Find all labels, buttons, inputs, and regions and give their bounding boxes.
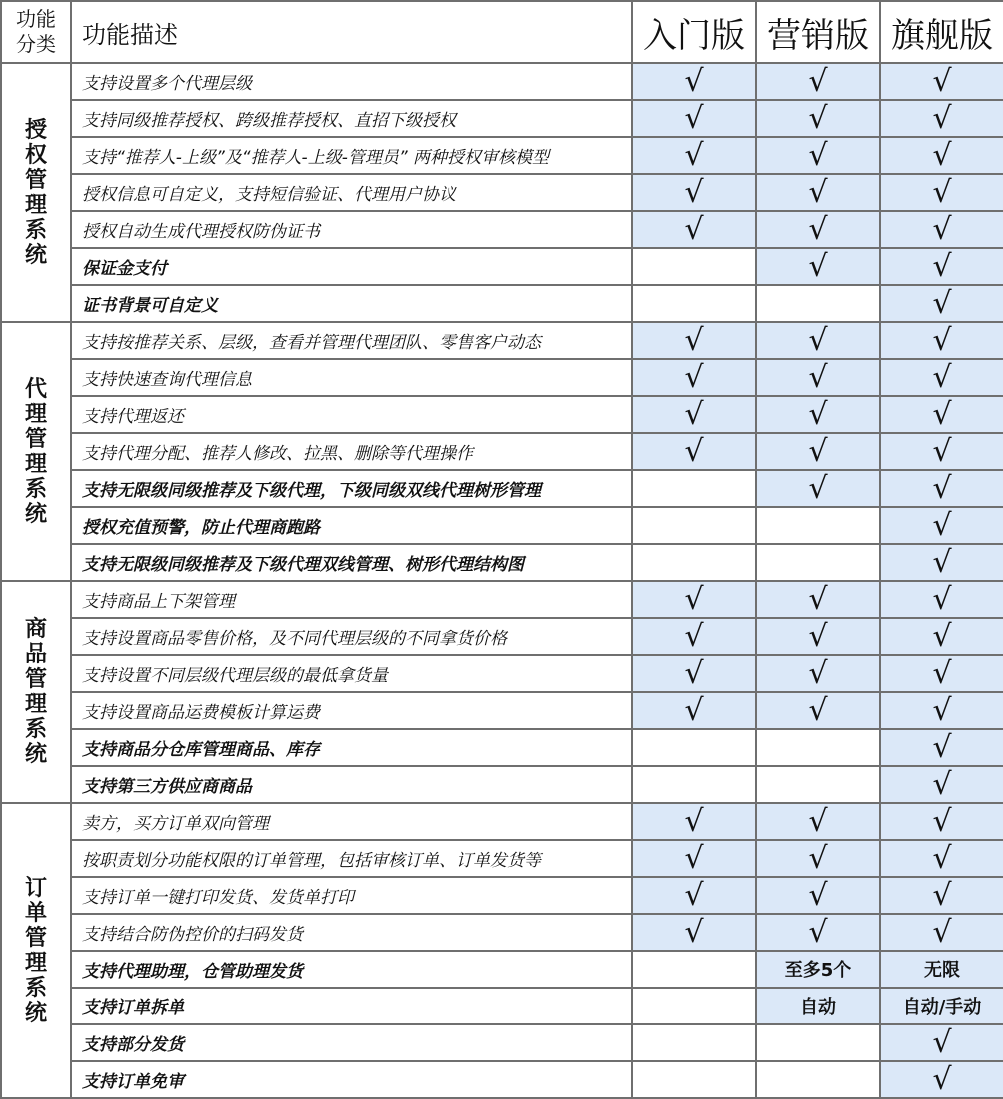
table-row	[1, 840, 1003, 877]
check-icon-flagship: √	[880, 359, 1003, 396]
check-icon-basic: √	[632, 618, 756, 655]
plan-value-basic	[632, 766, 756, 803]
feature-description: 支持商品上下架管理	[71, 581, 632, 618]
plan-value-marketing	[756, 1061, 880, 1098]
plan-value-basic	[632, 507, 756, 544]
table-row	[1, 988, 1003, 1025]
check-icon-flagship: √	[880, 248, 1003, 285]
check-icon-flagship: √	[880, 803, 1003, 840]
category-cell	[1, 63, 71, 322]
table-row	[1, 618, 1003, 655]
table-row	[1, 470, 1003, 507]
check-icon-flagship: √	[880, 692, 1003, 729]
table-row	[1, 137, 1003, 174]
feature-description: 保证金支付	[71, 248, 632, 285]
feature-description: 卖方，买方订单双向管理	[71, 803, 632, 840]
check-icon-marketing: √	[756, 322, 880, 359]
category-cell	[1, 803, 71, 1098]
check-icon-basic: √	[632, 174, 756, 211]
check-icon-basic: √	[632, 803, 756, 840]
plan-value-basic	[632, 1024, 756, 1061]
table-row	[1, 1024, 1003, 1061]
plan-value-marketing	[756, 729, 880, 766]
check-icon-flagship: √	[880, 877, 1003, 914]
check-icon-flagship: √	[880, 544, 1003, 581]
table-row	[1, 359, 1003, 396]
feature-description: 支持商品分仓库管理商品、库存	[71, 729, 632, 766]
header-plan-basic: 入门版	[632, 1, 756, 63]
check-icon-basic: √	[632, 396, 756, 433]
table-row	[1, 63, 1003, 100]
table-row	[1, 914, 1003, 951]
check-icon-marketing: √	[756, 655, 880, 692]
table-row	[1, 655, 1003, 692]
check-icon-flagship: √	[880, 766, 1003, 803]
feature-description: 证书背景可自定义	[71, 285, 632, 322]
check-icon-marketing: √	[756, 174, 880, 211]
check-icon-basic: √	[632, 581, 756, 618]
check-icon-basic: √	[632, 433, 756, 470]
check-icon-basic: √	[632, 692, 756, 729]
table-row	[1, 729, 1003, 766]
check-icon-marketing: √	[756, 211, 880, 248]
check-icon-basic: √	[632, 840, 756, 877]
check-icon-flagship: √	[880, 322, 1003, 359]
table-row	[1, 396, 1003, 433]
check-icon-marketing: √	[756, 803, 880, 840]
check-icon-flagship: √	[880, 581, 1003, 618]
header-description: 功能描述	[71, 1, 632, 63]
plan-value-marketing	[756, 1024, 880, 1061]
check-icon-marketing: √	[756, 63, 880, 100]
table-row	[1, 877, 1003, 914]
category-label: 商品管理系统	[24, 617, 47, 767]
check-icon-basic: √	[632, 914, 756, 951]
feature-description: 支持按推荐关系、层级，查看并管理代理团队、零售客户动态	[71, 322, 632, 359]
check-icon-flagship: √	[880, 63, 1003, 100]
feature-description: 支持代理返还	[71, 396, 632, 433]
category-cell	[1, 581, 71, 803]
feature-description: 授权充值预警，防止代理商跑路	[71, 507, 632, 544]
check-icon-marketing: √	[756, 359, 880, 396]
check-icon-flagship: √	[880, 100, 1003, 137]
table-row	[1, 692, 1003, 729]
check-icon-marketing: √	[756, 100, 880, 137]
check-icon-flagship: √	[880, 507, 1003, 544]
feature-description: 支持第三方供应商商品	[71, 766, 632, 803]
feature-description: 授权自动生成代理授权防伪证书	[71, 211, 632, 248]
category-label: 授权管理系统	[24, 117, 47, 268]
feature-description: 支持“推荐人-上级”及“推荐人-上级-管理员” 两种授权审核模型	[71, 137, 632, 174]
check-icon-basic: √	[632, 100, 756, 137]
table-row	[1, 544, 1003, 581]
header-row	[1, 1, 1003, 63]
check-icon-flagship: √	[880, 433, 1003, 470]
plan-value-basic	[632, 248, 756, 285]
check-icon-marketing: √	[756, 137, 880, 174]
feature-description: 支持订单免审	[71, 1061, 632, 1098]
feature-description: 授权信息可自定义，支持短信验证、代理用户协议	[71, 174, 632, 211]
check-icon-flagship: √	[880, 470, 1003, 507]
check-icon-flagship: √	[880, 1024, 1003, 1061]
feature-description: 支持设置不同层级代理层级的最低拿货量	[71, 655, 632, 692]
table-row	[1, 248, 1003, 285]
plan-value-basic	[632, 951, 756, 988]
table-row	[1, 507, 1003, 544]
check-icon-marketing: √	[756, 618, 880, 655]
table-row	[1, 100, 1003, 137]
check-icon-flagship: √	[880, 211, 1003, 248]
check-icon-marketing: √	[756, 877, 880, 914]
check-icon-flagship: √	[880, 618, 1003, 655]
check-icon-flagship: √	[880, 729, 1003, 766]
check-icon-marketing: √	[756, 248, 880, 285]
table-row	[1, 766, 1003, 803]
check-icon-basic: √	[632, 877, 756, 914]
header-plan-flagship: 旗舰版	[880, 1, 1003, 63]
header-category: 功能 分类	[1, 1, 71, 63]
plan-value-basic	[632, 988, 756, 1025]
plan-value-flagship: 自动/手动	[880, 988, 1003, 1025]
feature-description: 支持设置商品零售价格，及不同代理层级的不同拿货价格	[71, 618, 632, 655]
feature-description: 支持无限级同级推荐及下级代理双线管理、树形代理结构图	[71, 544, 632, 581]
table-body	[1, 63, 1003, 1098]
table-row	[1, 174, 1003, 211]
check-icon-basic: √	[632, 137, 756, 174]
check-icon-flagship: √	[880, 285, 1003, 322]
check-icon-flagship: √	[880, 396, 1003, 433]
check-icon-basic: √	[632, 655, 756, 692]
check-icon-flagship: √	[880, 1061, 1003, 1098]
category-cell	[1, 322, 71, 581]
check-icon-flagship: √	[880, 655, 1003, 692]
feature-description: 支持订单一键打印发货、发货单打印	[71, 877, 632, 914]
feature-description: 支持结合防伪控价的扫码发货	[71, 914, 632, 951]
table-row	[1, 803, 1003, 840]
feature-description: 支持设置商品运费模板计算运费	[71, 692, 632, 729]
check-icon-flagship: √	[880, 137, 1003, 174]
plan-value-basic	[632, 729, 756, 766]
feature-description: 支持快速查询代理信息	[71, 359, 632, 396]
check-icon-marketing: √	[756, 581, 880, 618]
plan-value-marketing: 自动	[756, 988, 880, 1025]
feature-description: 支持代理分配、推荐人修改、拉黑、删除等代理操作	[71, 433, 632, 470]
check-icon-marketing: √	[756, 840, 880, 877]
feature-description: 支持代理助理，仓管助理发货	[71, 951, 632, 988]
check-icon-marketing: √	[756, 692, 880, 729]
plan-value-marketing	[756, 544, 880, 581]
check-icon-basic: √	[632, 63, 756, 100]
table-row	[1, 1061, 1003, 1098]
check-icon-marketing: √	[756, 433, 880, 470]
plan-value-basic	[632, 1061, 756, 1098]
check-icon-basic: √	[632, 211, 756, 248]
check-icon-flagship: √	[880, 840, 1003, 877]
plan-value-marketing: 至多5个	[756, 951, 880, 988]
table-row	[1, 322, 1003, 359]
check-icon-flagship: √	[880, 914, 1003, 951]
category-label: 代理管理系统	[24, 376, 47, 527]
plan-value-basic	[632, 544, 756, 581]
plan-value-basic	[632, 285, 756, 322]
table-row	[1, 951, 1003, 988]
check-icon-flagship: √	[880, 174, 1003, 211]
feature-description: 按职责划分功能权限的订单管理，包括审核订单、订单发货等	[71, 840, 632, 877]
feature-description: 支持设置多个代理层级	[71, 63, 632, 100]
feature-description: 支持部分发货	[71, 1024, 632, 1061]
feature-description: 支持订单拆单	[71, 988, 632, 1025]
plan-value-marketing	[756, 766, 880, 803]
category-label: 订单管理系统	[24, 875, 47, 1026]
plan-value-marketing	[756, 285, 880, 322]
check-icon-basic: √	[632, 322, 756, 359]
feature-description: 支持同级推荐授权、跨级推荐授权、直招下级授权	[71, 100, 632, 137]
check-icon-marketing: √	[756, 914, 880, 951]
table-row	[1, 285, 1003, 322]
plan-value-basic	[632, 470, 756, 507]
header-plan-marketing: 营销版	[756, 1, 880, 63]
table-row	[1, 581, 1003, 618]
plan-value-marketing	[756, 507, 880, 544]
feature-description: 支持无限级同级推荐及下级代理，下级同级双线代理树形管理	[71, 470, 632, 507]
check-icon-marketing: √	[756, 470, 880, 507]
check-icon-basic: √	[632, 359, 756, 396]
table-row	[1, 211, 1003, 248]
plan-value-flagship: 无限	[880, 951, 1003, 988]
check-icon-marketing: √	[756, 396, 880, 433]
table-row	[1, 433, 1003, 470]
